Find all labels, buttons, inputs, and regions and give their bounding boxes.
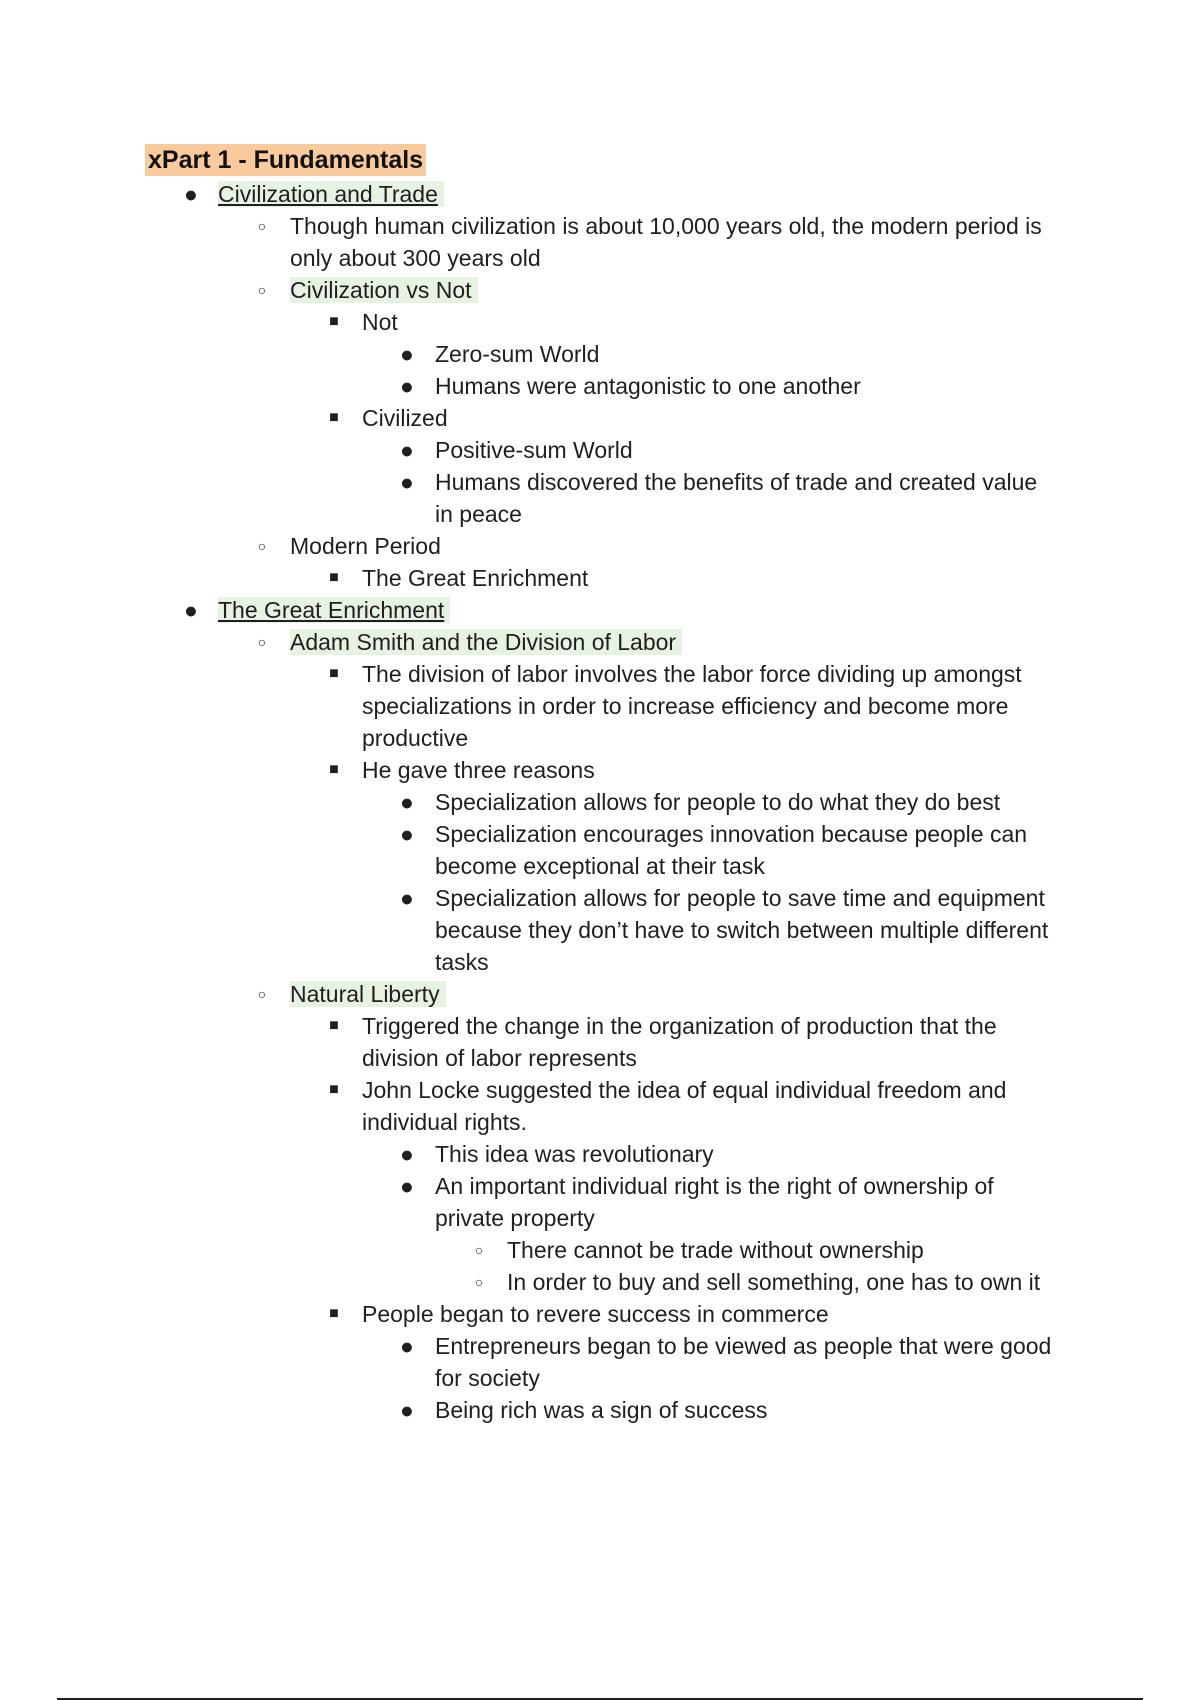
square-bullet-icon: ■ (329, 1305, 339, 1322)
square-bullet-icon: ■ (329, 1017, 339, 1034)
square-bullet-icon: ■ (329, 761, 339, 778)
circle-bullet-icon: ○ (474, 1274, 484, 1290)
disc-bullet-icon: ● (400, 341, 414, 367)
disc-bullet-icon: ● (400, 885, 414, 911)
square-bullet-icon: ■ (329, 1081, 339, 1098)
circle-bullet-icon: ○ (257, 218, 267, 234)
list-item (218, 594, 450, 626)
list-item-continuation: tasks (435, 949, 489, 975)
list-item (290, 626, 682, 658)
section-heading: The Great Enrichment (218, 597, 450, 623)
circle-bullet-icon: ○ (257, 282, 267, 298)
section-heading: Civilization and Trade (218, 181, 444, 207)
disc-bullet-icon: ● (184, 181, 198, 207)
disc-bullet-icon: ● (400, 1333, 414, 1359)
circle-bullet-icon: ○ (474, 1242, 484, 1258)
list-item-continuation: for society (435, 1365, 540, 1391)
disc-bullet-icon: ● (184, 597, 198, 623)
list-item-continuation: private property (435, 1205, 595, 1231)
list-item-continuation: in peace (435, 501, 522, 527)
disc-bullet-icon: ● (400, 469, 414, 495)
disc-bullet-icon: ● (400, 373, 414, 399)
list-item-continuation: because they don’t have to switch between multiple different (435, 917, 1049, 943)
list-item: The division of labor involves the labor force dividing up amongst (362, 661, 1022, 687)
square-bullet-icon: ■ (329, 569, 339, 586)
list-item: Entrepreneurs began to be viewed as people that were good (435, 1333, 1052, 1359)
list-item (290, 978, 446, 1010)
circle-bullet-icon: ○ (257, 634, 267, 650)
page-title: xPart 1 - Fundamentals (145, 144, 426, 176)
disc-bullet-icon: ● (400, 789, 414, 815)
subheading: Civilization vs Not (290, 277, 478, 303)
square-bullet-icon: ■ (329, 409, 339, 426)
list-item (290, 274, 478, 306)
disc-bullet-icon: ● (400, 437, 414, 463)
list-item: Being rich was a sign of success (435, 1397, 768, 1423)
square-bullet-icon: ■ (329, 665, 339, 682)
list-item-continuation: specializations in order to increase efficiency and become more (362, 693, 1009, 719)
list-item: Specialization allows for people to save time and equipment (435, 885, 1045, 911)
list-item: This idea was revolutionary (435, 1141, 714, 1167)
list-item: People began to revere success in commerce (362, 1301, 829, 1327)
list-item: Positive-sum World (435, 437, 633, 463)
list-item: Though human civilization is about 10,000 years old, the modern period is (290, 213, 1042, 239)
list-item: Triggered the change in the organization of production that the (362, 1013, 997, 1039)
list-item-continuation: productive (362, 725, 469, 751)
list-item: Humans discovered the benefits of trade and created value (435, 469, 1038, 495)
square-bullet-icon: ■ (329, 313, 339, 330)
list-item: Zero-sum World (435, 341, 600, 367)
list-item-continuation: division of labor represents (362, 1045, 637, 1071)
list-item: Civilized (362, 405, 448, 431)
disc-bullet-icon: ● (400, 821, 414, 847)
list-item-continuation: only about 300 years old (290, 245, 541, 271)
disc-bullet-icon: ● (400, 1397, 414, 1423)
list-item-continuation: individual rights. (362, 1109, 527, 1135)
circle-bullet-icon: ○ (257, 986, 267, 1002)
subheading: Adam Smith and the Division of Labor (290, 629, 682, 655)
list-item: The Great Enrichment (362, 565, 589, 591)
list-item: There cannot be trade without ownership (507, 1237, 924, 1263)
list-item-continuation: become exceptional at their task (435, 853, 765, 879)
list-item (218, 178, 444, 210)
list-item: Specialization allows for people to do what they do best (435, 789, 1001, 815)
circle-bullet-icon: ○ (257, 538, 267, 554)
list-item: An important individual right is the right of ownership of (435, 1173, 994, 1199)
subheading: Natural Liberty (290, 981, 446, 1007)
list-item: Modern Period (290, 533, 441, 559)
disc-bullet-icon: ● (400, 1141, 414, 1167)
list-item: He gave three reasons (362, 757, 595, 783)
list-item: In order to buy and sell something, one has to own it (507, 1269, 1041, 1295)
list-item: Not (362, 309, 398, 335)
list-item: Humans were antagonistic to one another (435, 373, 861, 399)
disc-bullet-icon: ● (400, 1173, 414, 1199)
list-item: John Locke suggested the idea of equal individual freedom and (362, 1077, 1007, 1103)
list-item: Specialization encourages innovation because people can (435, 821, 1028, 847)
